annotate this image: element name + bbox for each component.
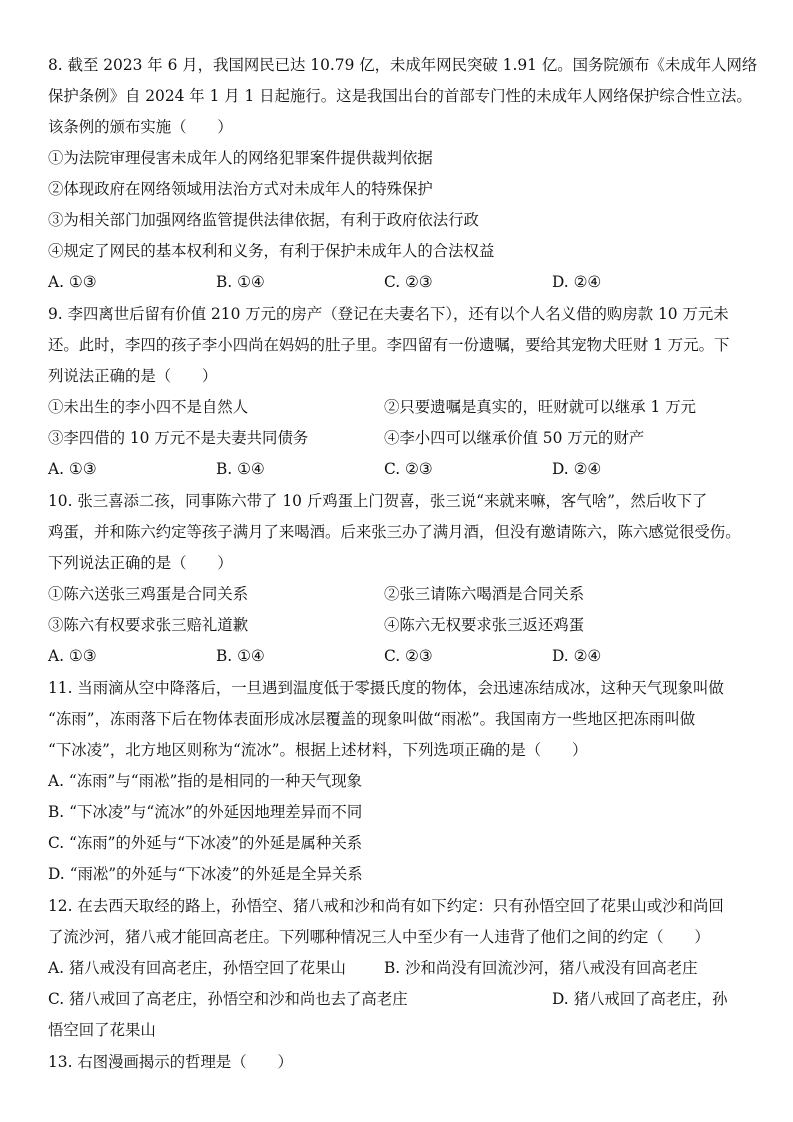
q9-option-4: ④李小四可以继承价值 50 万元的财产: [384, 429, 645, 447]
q8-stem-line-2: 保护条例》自 2024 年 1 月 1 日起施行。这是我国出台的首部专门性的未成年人网络保护综合性立法。: [48, 87, 752, 105]
q9-options-row-2: [48, 428, 748, 448]
q8-choice-c: C. ②③: [384, 273, 433, 291]
q8-choices: [48, 272, 748, 292]
q10-choice-b: B. ①④: [216, 647, 265, 665]
q9-stem-line-3: 列说法正确的是（ ）: [48, 367, 218, 385]
q10-options-row-1: [48, 584, 748, 604]
q8-option-2: ②体现政府在网络领域用法治方式对未成年人的特殊保护: [48, 180, 433, 198]
q12-choices-row-2: [48, 989, 748, 1009]
q9-stem-line-2: 还。此时，李四的孩子李小四尚在妈妈的肚子里。李四留有一份遗嘱，要给其宠物犬旺财 1 万元。下: [48, 336, 730, 354]
q10-option-3: ③陈六有权要求张三赔礼道歉: [48, 616, 249, 634]
q12-choice-b: B. 沙和尚没有回流沙河，猪八戒没有回高老庄: [384, 959, 698, 977]
q9-option-3: ③李四借的 10 万元不是夫妻共同债务: [48, 429, 309, 447]
q8-choice-d: D. ②④: [552, 273, 602, 291]
q8-choice-b: B. ①④: [216, 273, 265, 291]
q8-option-3: ③为相关部门加强网络监管提供法律依据，有利于政府依法行政: [48, 211, 479, 229]
q9-options-row-1: [48, 397, 748, 417]
q13-stem: 13. 右图漫画揭示的哲理是（ ）: [48, 1053, 293, 1071]
q10-option-2: ②张三请陈六喝酒是合同关系: [384, 585, 585, 603]
q9-option-2: ②只要遗嘱是真实的，旺财就可以继承 1 万元: [384, 398, 696, 416]
q10-stem-line-3: 下列说法正确的是（ ）: [48, 554, 233, 572]
q11-choice-a: A. “冻雨”与“雨凇”指的是相同的一种天气现象: [48, 772, 363, 790]
q12-choice-d: D. 猪八戒回了高老庄，孙: [552, 990, 728, 1008]
q8-option-1: ①为法院审理侵害未成年人的网络犯罪案件提供裁判依据: [48, 149, 433, 167]
q11-stem-line-1: 11. 当雨滴从空中降落后，一旦遇到温度低于零摄氏度的物体，会迅速冻结成冰，这种天气现象叫做: [48, 679, 724, 697]
q11-choice-c: C. “冻雨”的外延与“下冰凌”的外延是属种关系: [48, 834, 363, 852]
q9-choice-d: D. ②④: [552, 460, 602, 478]
q10-choice-c: C. ②③: [384, 647, 433, 665]
q12-stem-line-1: 12. 在去西天取经的路上，孙悟空、猪八戒和沙和尚有如下约定：只有孙悟空回了花果山或沙和尚回: [48, 897, 724, 915]
q12-choice-c: C. 猪八戒回了高老庄，孙悟空和沙和尚也去了高老庄: [48, 990, 408, 1008]
q11-choice-d: D. “雨凇”的外延与“下冰凌”的外延是全异关系: [48, 865, 363, 883]
q9-stem-line-1: 9. 李四离世后留有价值 210 万元的房产（登记在夫妻名下），还有以个人名义借的购房款 10 万元未: [48, 305, 729, 323]
q11-stem-line-3: “下冰凌”，北方地区则称为“流冰”。根据上述材料，下列选项正确的是（ ）: [48, 741, 588, 759]
q10-choices: [48, 646, 748, 666]
q9-choice-c: C. ②③: [384, 460, 433, 478]
q8-stem-line-1: 8. 截至 2023 年 6 月，我国网民已达 10.79 亿，未成年网民突破 1.91 亿。国务院颁布《未成年人网络: [48, 56, 758, 74]
q12-choice-a: A. 猪八戒没有回高老庄，孙悟空回了花果山: [48, 959, 346, 977]
q10-option-4: ④陈六无权要求张三返还鸡蛋: [384, 616, 585, 634]
q10-choice-d: D. ②④: [552, 647, 602, 665]
q9-option-1: ①未出生的李小四不是自然人: [48, 398, 249, 416]
q10-choice-a: A. ①③: [48, 647, 97, 665]
q12-choice-d-continued: 悟空回了花果山: [48, 1021, 156, 1039]
q9-choice-a: A. ①③: [48, 460, 97, 478]
q12-stem-line-2: 了流沙河，猪八戒才能回高老庄。下列哪种情况三人中至少有一人违背了他们之间的约定（ ）: [48, 928, 710, 946]
q8-option-4: ④规定了网民的基本权利和义务，有利于保护未成年人的合法权益: [48, 242, 495, 260]
q8-choice-a: A. ①③: [48, 273, 97, 291]
q11-stem-line-2: “冻雨”，冻雨落下后在物体表面形成冰层覆盖的现象叫做“雨凇”。我国南方一些地区把冻雨叫做: [48, 710, 696, 728]
q10-stem-line-1: 10. 张三喜添二孩，同事陈六带了 10 斤鸡蛋上门贺喜，张三说“来就来嘛，客气啥”，然后收下了: [48, 492, 708, 510]
q10-stem-line-2: 鸡蛋，并和陈六约定等孩子满月了来喝酒。后来张三办了满月酒，但没有邀请陈六，陈六感觉很受伤。: [48, 523, 741, 541]
q8-stem-line-3: 该条例的颁布实施（ ）: [48, 118, 233, 136]
q9-choice-b: B. ①④: [216, 460, 265, 478]
q12-choices-row-1: [48, 958, 748, 978]
q11-choice-b: B. “下冰凌”与“流冰”的外延因地理差异而不同: [48, 803, 363, 821]
q9-choices: [48, 459, 748, 479]
q10-options-row-2: [48, 615, 748, 635]
q10-option-1: ①陈六送张三鸡蛋是合同关系: [48, 585, 249, 603]
